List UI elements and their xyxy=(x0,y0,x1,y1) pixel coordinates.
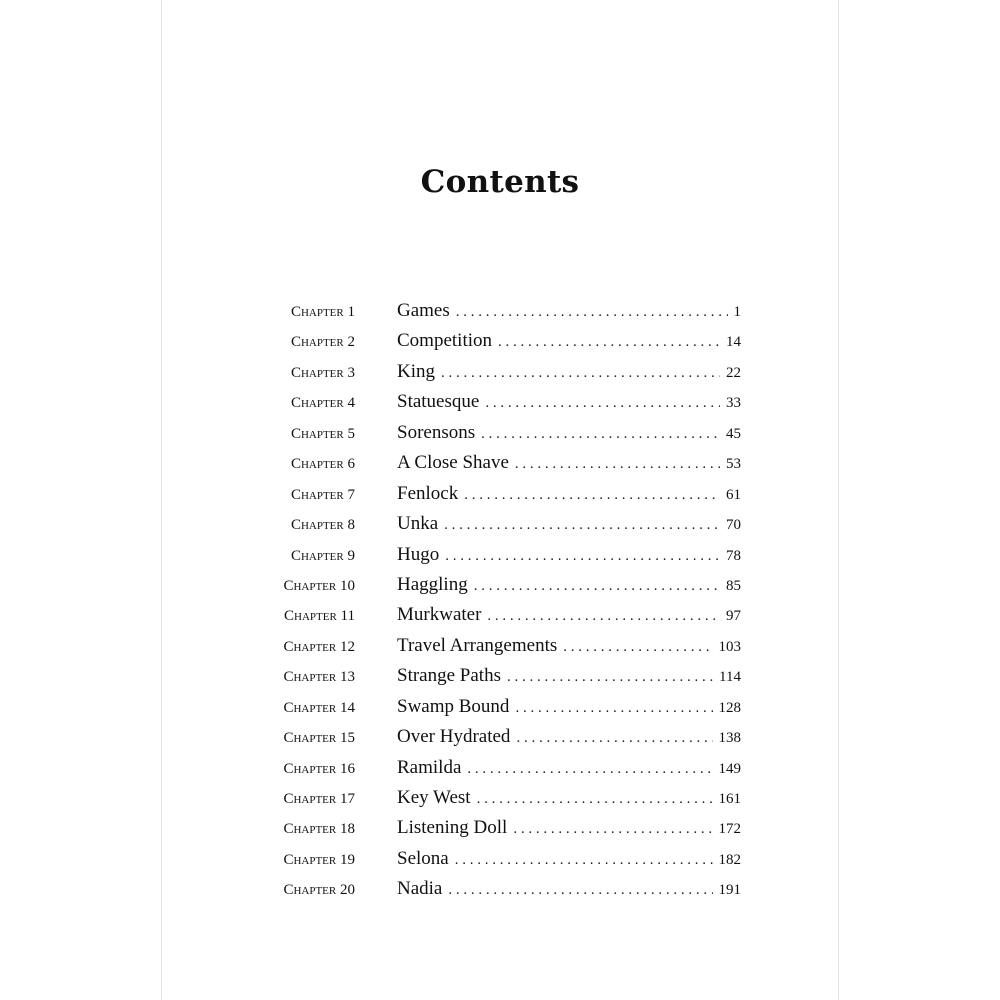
dot-leader xyxy=(498,334,720,351)
page-number: 14 xyxy=(726,334,741,351)
chapter-number: Chapter 16 xyxy=(283,760,355,777)
dot-leader xyxy=(513,821,712,838)
table-of-contents xyxy=(162,298,838,907)
page-number: 33 xyxy=(726,395,741,412)
toc-row xyxy=(162,359,838,389)
chapter-number: Chapter 3 xyxy=(290,364,355,381)
page-number: 22 xyxy=(726,364,741,381)
toc-row xyxy=(162,389,838,419)
page-number: 78 xyxy=(726,547,741,564)
dot-leader xyxy=(474,578,720,595)
page-number: 149 xyxy=(718,760,741,777)
dot-leader xyxy=(481,426,720,443)
toc-row xyxy=(162,542,838,572)
page-number: 97 xyxy=(726,608,741,625)
page-number: 172 xyxy=(718,821,741,838)
chapter-number: Chapter 8 xyxy=(290,517,355,534)
chapter-title: Hugo xyxy=(397,543,440,565)
chapter-number: Chapter 4 xyxy=(290,395,355,412)
chapter-title: Strange Paths xyxy=(397,665,501,687)
chapter-number: Chapter 20 xyxy=(283,882,355,899)
dot-leader xyxy=(448,882,712,899)
page-number: 103 xyxy=(718,638,741,655)
chapter-title: Ramilda xyxy=(397,756,462,778)
toc-row xyxy=(162,876,838,906)
chapter-title: Selona xyxy=(397,847,449,869)
page-number: 191 xyxy=(718,882,741,899)
dot-leader xyxy=(515,700,712,717)
dot-leader xyxy=(563,639,712,656)
chapter-title: Murkwater xyxy=(397,604,482,626)
chapter-number: Chapter 9 xyxy=(290,547,355,564)
chapter-title: Statuesque xyxy=(397,391,480,413)
toc-row xyxy=(162,785,838,815)
page-number: 85 xyxy=(726,577,741,594)
toc-row xyxy=(162,694,838,724)
page-number: 70 xyxy=(726,517,741,534)
dot-leader xyxy=(516,730,712,747)
page-number: 61 xyxy=(726,486,741,503)
chapter-number: Chapter 19 xyxy=(283,851,355,868)
chapter-title: Sorensons xyxy=(397,421,476,443)
page-title: Contents xyxy=(420,164,580,200)
chapter-number: Chapter 15 xyxy=(283,730,355,747)
dot-leader xyxy=(477,791,713,808)
toc-row xyxy=(162,511,838,541)
chapter-title: Haggling xyxy=(397,573,468,595)
chapter-number: Chapter 2 xyxy=(290,334,355,351)
chapter-number: Chapter 10 xyxy=(283,577,355,594)
chapter-title: Competition xyxy=(397,330,492,352)
page-number: 45 xyxy=(726,425,741,442)
toc-row xyxy=(162,481,838,511)
chapter-number: Chapter 1 xyxy=(290,304,355,320)
dot-leader xyxy=(515,456,720,473)
page-number: 128 xyxy=(718,699,741,716)
dot-leader xyxy=(455,852,713,869)
chapter-title: Nadia xyxy=(397,878,443,900)
toc-row xyxy=(162,663,838,693)
toc-row xyxy=(162,815,838,845)
dot-leader xyxy=(445,548,720,565)
dot-leader xyxy=(456,304,728,321)
page-number: 114 xyxy=(719,669,741,686)
chapter-title: Key West xyxy=(397,787,471,808)
page-number: 182 xyxy=(718,851,741,868)
book-page xyxy=(162,0,838,1000)
dot-leader xyxy=(441,365,720,382)
page-number: 1 xyxy=(733,304,741,320)
chapter-title: Fenlock xyxy=(397,482,459,504)
chapter-title: Over Hydrated xyxy=(397,726,511,748)
dot-leader xyxy=(464,487,720,504)
chapter-title: Games xyxy=(397,300,450,321)
chapter-number: Chapter 18 xyxy=(283,821,355,838)
toc-row xyxy=(162,450,838,480)
toc-row xyxy=(162,420,838,450)
page-number: 53 xyxy=(726,456,741,473)
toc-row xyxy=(162,298,838,328)
chapter-number: Chapter 11 xyxy=(284,608,355,625)
chapter-title: Listening Doll xyxy=(397,817,508,839)
chapter-number: Chapter 14 xyxy=(283,699,355,716)
dot-leader xyxy=(507,669,713,686)
dot-leader xyxy=(467,761,712,778)
toc-row xyxy=(162,724,838,754)
toc-row xyxy=(162,633,838,663)
dot-leader xyxy=(485,395,720,412)
chapter-number: Chapter 17 xyxy=(283,791,355,807)
toc-row xyxy=(162,328,838,358)
chapter-number: Chapter 5 xyxy=(290,425,355,442)
dot-leader xyxy=(444,517,720,534)
chapter-number: Chapter 13 xyxy=(283,669,355,686)
chapter-title: King xyxy=(397,360,435,382)
chapter-number: Chapter 6 xyxy=(290,456,355,473)
page-number: 138 xyxy=(718,730,741,747)
chapter-title: Travel Arrangements xyxy=(397,634,558,656)
page-number: 161 xyxy=(718,791,741,807)
chapter-number: Chapter 7 xyxy=(290,486,355,503)
toc-row xyxy=(162,572,838,602)
toc-row xyxy=(162,846,838,876)
toc-row xyxy=(162,602,838,632)
chapter-title: A Close Shave xyxy=(397,452,509,474)
dot-leader xyxy=(487,608,720,625)
chapter-title: Unka xyxy=(397,513,439,535)
chapter-title: Swamp Bound xyxy=(397,695,510,717)
toc-row xyxy=(162,755,838,785)
chapter-number: Chapter 12 xyxy=(283,638,355,655)
